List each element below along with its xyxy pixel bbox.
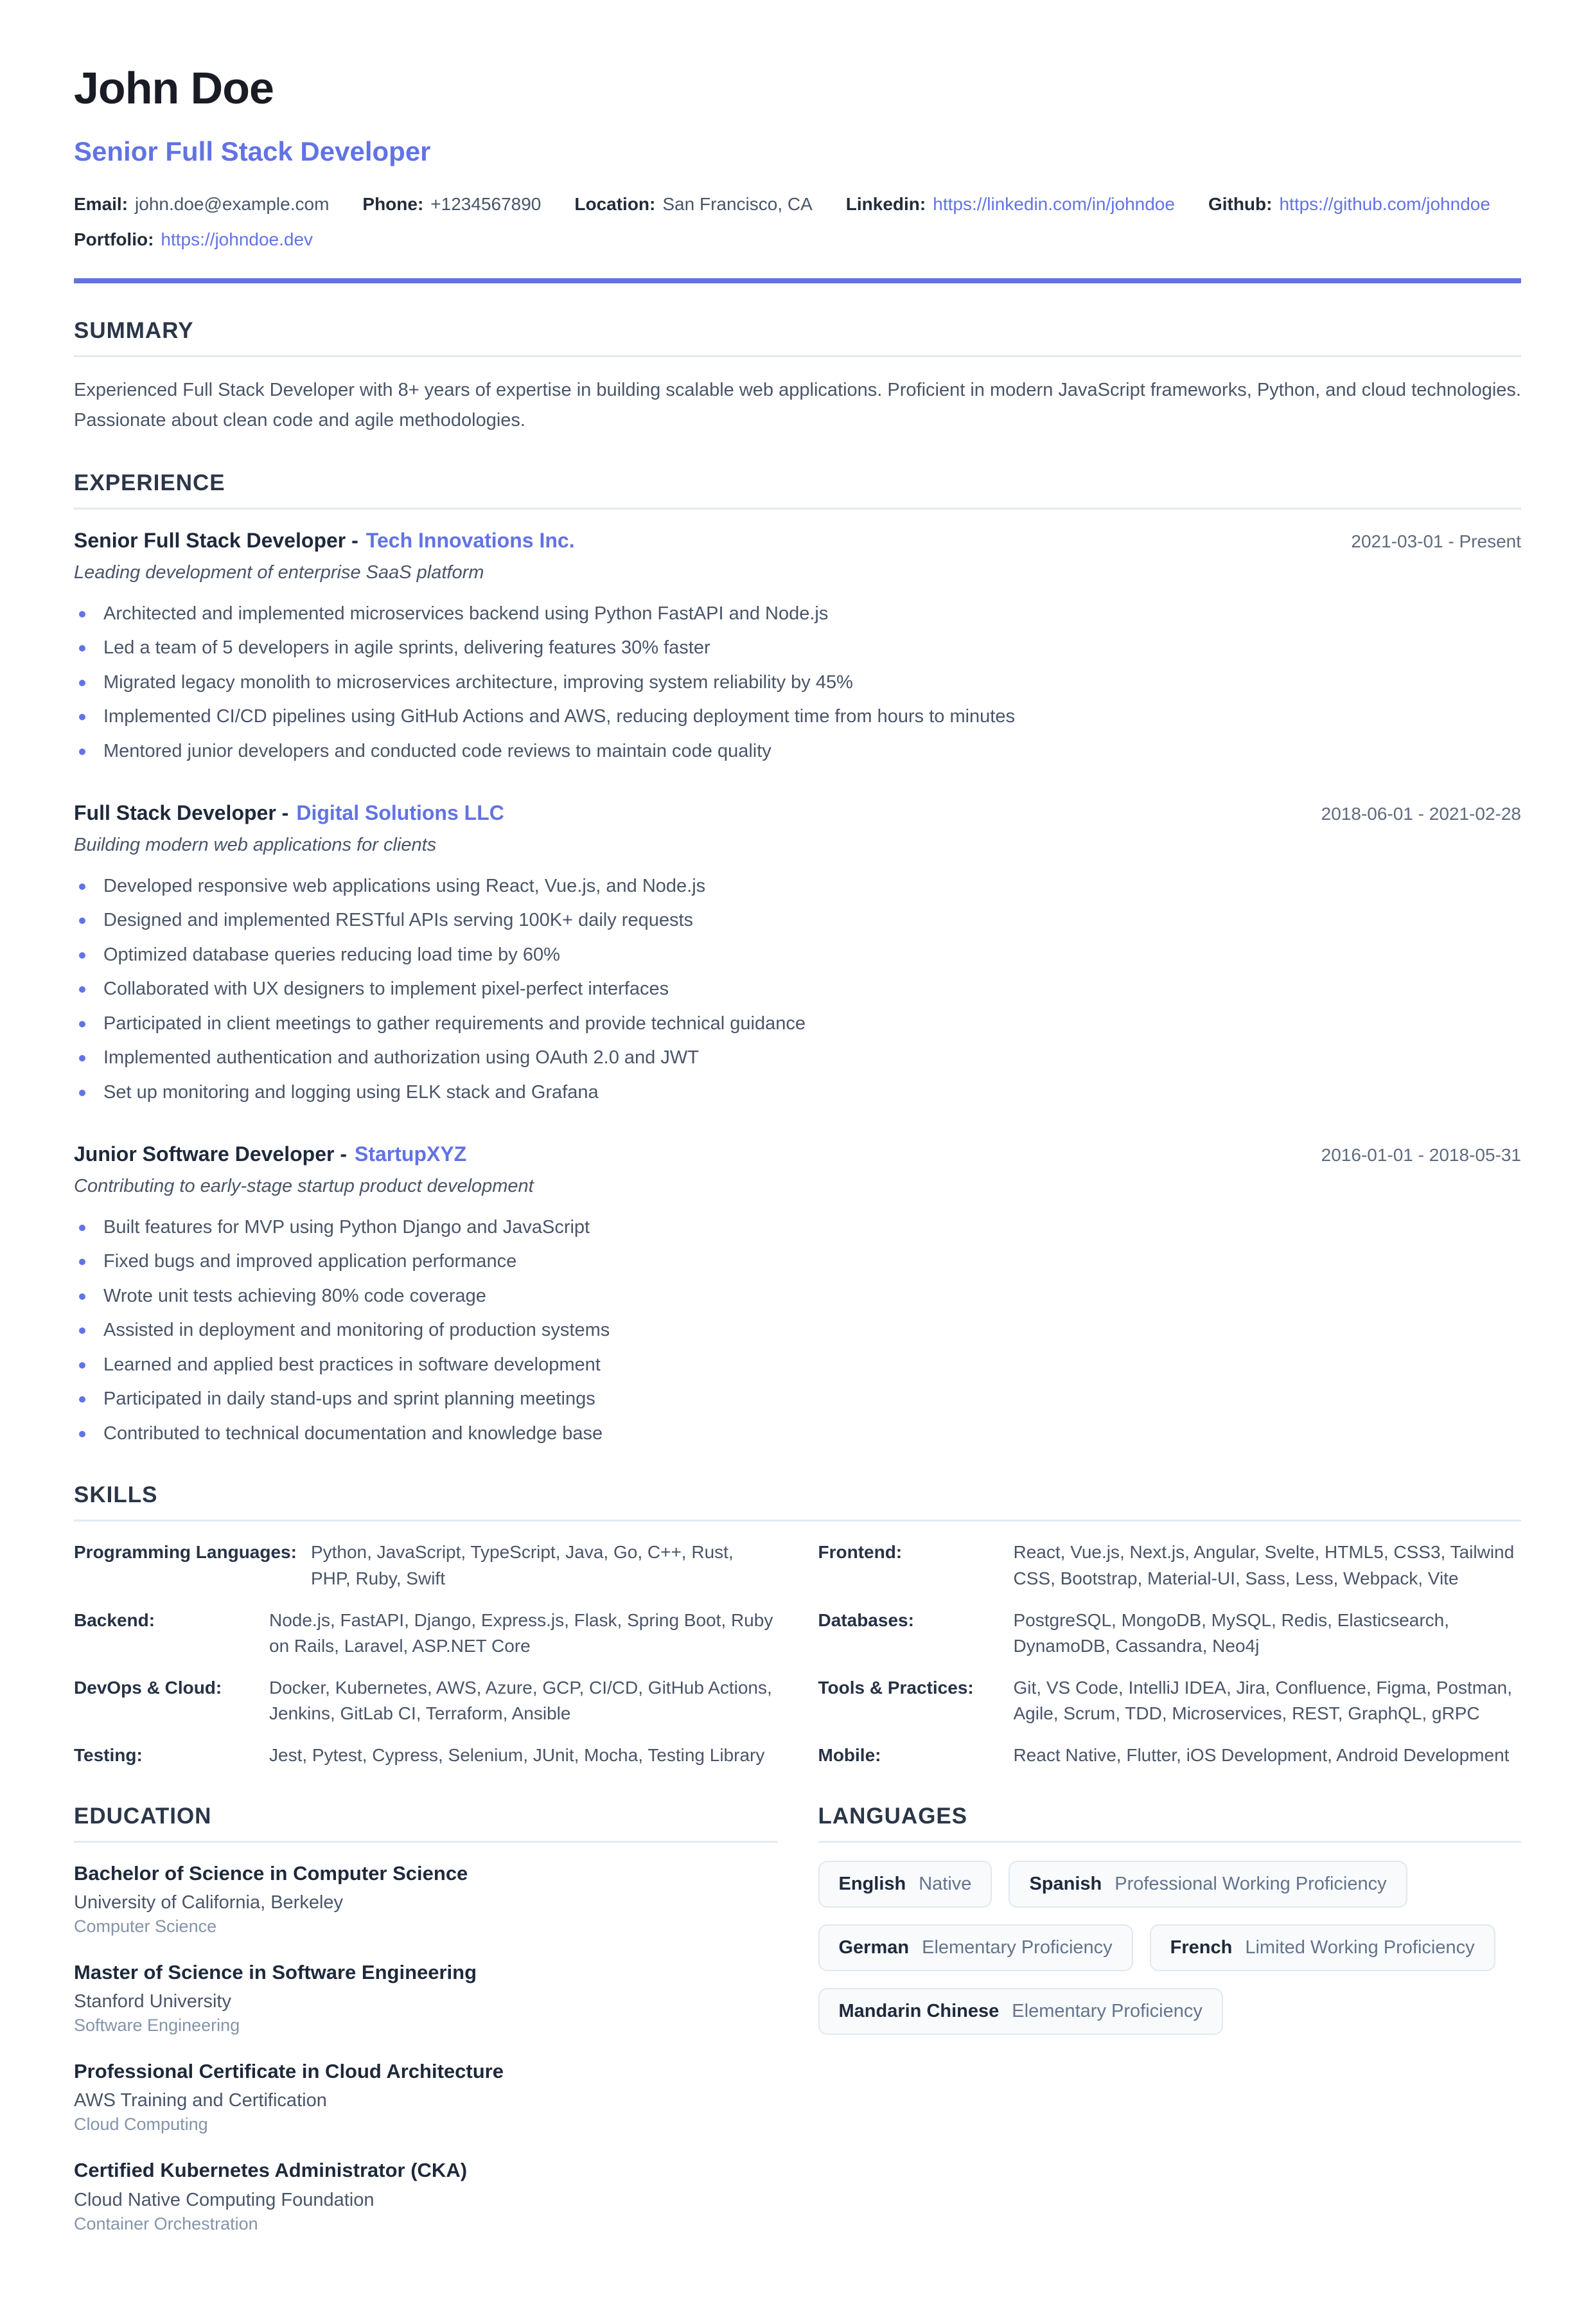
contact-item [846,193,1175,216]
contact-label: Location: [574,194,656,215]
bullet-dot-icon [79,680,85,686]
skill-category-label: Programming Languages: [74,1542,297,1563]
skill-row [818,1675,1522,1727]
job-title [74,800,504,827]
section-divider [74,355,1521,357]
degree-title: Bachelor of Science in Computer Science [74,1861,468,1885]
bullet-text: Participated in daily stand-ups and sprint planning meetings [103,1388,595,1410]
bullet-text: Mentored junior developers and conducted code reviews to maintain code quality [103,740,771,761]
bullet-text: Led a team of 5 developers in agile sprints, delivering features 30% faster [103,637,710,659]
bullet-dot-icon [79,611,85,617]
language-name: German [838,1937,910,1958]
job-role: Senior Full Stack Developer - [74,529,358,553]
language-name: French [1170,1937,1233,1958]
job-company: Tech Innovations Inc. [366,529,575,553]
section-divider [74,508,1521,510]
bullet-item [74,1420,1521,1448]
skill-row [74,1608,777,1660]
job-company: Digital Solutions LLC [296,801,504,825]
job-company: StartupXYZ [354,1142,467,1166]
bullet-text: Architected and implemented microservices backend using Python FastAPI and Node.js [103,603,829,624]
section-summary [74,318,1521,436]
bullet-item [74,600,1521,628]
skill-values: React, Vue.js, Next.js, Angular, Svelte, HTML5, CSS3, Tailwind CSS, Bootstrap, Material-UI, Sass, Less, Webpack, Vite [1013,1542,1515,1588]
job-title [74,528,575,554]
job-tagline: Building modern web applications for clients [74,834,437,855]
contact-value[interactable]: https://linkedin.com/in/johndoe [933,194,1175,215]
language-name: Spanish [1029,1873,1102,1894]
bullet-text: Wrote unit tests achieving 80% code coverage [103,1285,486,1306]
bullet-dot-icon [79,645,85,652]
contact-label: Email: [74,194,128,215]
education-entry [74,1960,777,2036]
bullet-text: Assisted in deployment and monitoring of production systems [103,1320,610,1341]
language-pill [1009,1861,1407,1908]
contact-item [1208,193,1490,216]
experience-heading: EXPERIENCE [74,470,225,496]
skill-row [74,1743,777,1769]
skill-values: Python, JavaScript, TypeScript, Java, Go, C++, Rust, PHP, Ruby, Swift [310,1542,734,1588]
bullet-item [74,669,1521,697]
skill-category-label: Databases: [818,1610,914,1630]
skill-row [818,1608,1522,1660]
header-accent-bar [74,278,1521,283]
bullet-text: Learned and applied best practices in software development [103,1354,601,1375]
job-bullets [74,600,1521,766]
skill-values: React Native, Flutter, iOS Development, Android Development [1013,1744,1510,1765]
bullet-text: Implemented authentication and authorization using OAuth 2.0 and JWT [103,1047,699,1069]
bullet-item [74,1317,1521,1345]
contact-value[interactable]: https://johndoe.dev [161,229,313,249]
bullet-dot-icon [79,1431,85,1437]
skill-values: Git, VS Code, IntelliJ IDEA, Jira, Confluence, Figma, Postman, Agile, Scrum, TDD, Microservices, REST, GraphQL, gRPC [1013,1677,1513,1724]
bullet-dot-icon [79,1362,85,1369]
bullet-item [74,975,1521,1004]
bullet-dot-icon [79,1090,85,1096]
bullet-text: Contributed to technical documentation and knowledge base [103,1423,603,1444]
skill-values: Node.js, FastAPI, Django, Express.js, Flask, Spring Boot, Ruby on Rails, Laravel, ASP.NET Core [269,1610,773,1656]
language-level: Elementary Proficiency [922,1937,1113,1958]
contact-value: john.doe@example.com [135,194,330,215]
skill-category-label: Backend: [74,1610,155,1630]
bullet-dot-icon [79,714,85,720]
language-level: Elementary Proficiency [1012,2000,1203,2021]
language-name: English [838,1873,906,1894]
institution: Stanford University [74,1991,231,2012]
bullet-item [74,634,1521,662]
contact-label: Phone: [362,194,424,215]
bullet-item [74,1214,1521,1242]
bullet-dot-icon [79,1259,85,1265]
degree-title: Certified Kubernetes Administrator (CKA) [74,2159,468,2182]
job-item [74,800,1521,1106]
skills-grid [74,1539,1521,1768]
bullet-dot-icon [79,883,85,890]
bullet-text: Migrated legacy monolith to microservices architecture, improving system reliability by 45% [103,671,853,693]
section-education [74,1804,777,2234]
contact-label: Github: [1208,194,1273,215]
bullet-dot-icon [79,1327,85,1334]
skill-category-label: Testing: [74,1744,143,1765]
section-skills [74,1482,1521,1768]
skills-heading: SKILLS [74,1482,158,1508]
skill-row [74,1675,777,1727]
field-of-study: Software Engineering [74,2016,240,2036]
job-bullets [74,873,1521,1107]
bullet-text: Participated in client meetings to gather requirements and provide technical guidance [103,1013,806,1034]
bullet-dot-icon [79,1055,85,1061]
bullet-dot-icon [79,986,85,993]
bullet-item [74,1044,1521,1072]
bullet-item [74,703,1521,731]
job-item [74,1141,1521,1448]
job-head [74,1141,1521,1168]
bullet-dot-icon [79,1396,85,1403]
education-entry [74,2158,777,2233]
job-tagline: Leading development of enterprise SaaS platform [74,562,484,583]
skill-values: Docker, Kubernetes, AWS, Azure, GCP, CI/CD, GitHub Actions, Jenkins, GitLab CI, Terraform, Ansible [269,1677,772,1724]
job-bullets [74,1214,1521,1448]
institution: AWS Training and Certification [74,2090,327,2111]
skill-category-label: Tools & Practices: [818,1677,974,1698]
section-divider [818,1841,1522,1843]
bullet-text: Set up monitoring and logging using ELK stack and Grafana [103,1081,599,1103]
experience-list [74,528,1521,1448]
bullet-dot-icon [79,1293,85,1300]
bullet-item [74,1248,1521,1276]
contact-value: San Francisco, CA [662,194,813,215]
bullet-text: Implemented CI/CD pipelines using GitHub Actions and AWS, reducing deployment time from hours to minutes [103,706,1015,727]
field-of-study: Computer Science [74,1916,217,1936]
bullet-text: Optimized database queries reducing load time by 60% [103,944,560,965]
job-title [74,1141,466,1168]
education-entry [74,1861,777,1937]
degree-title: Master of Science in Software Engineering [74,1960,477,1983]
contact-item [362,193,541,216]
section-languages [818,1804,1522,2035]
education-languages-row [74,1804,1521,2234]
skill-row [74,1539,777,1592]
job-period: 2018-06-01 - 2021-02-28 [1321,804,1521,824]
bullet-item [74,1351,1521,1379]
section-divider [74,1520,1521,1521]
resume-header [74,63,1521,283]
bullet-item [74,941,1521,970]
language-pill [818,1861,992,1908]
bullet-dot-icon [79,1225,85,1231]
contact-list [74,193,1521,251]
bullet-text: Built features for MVP using Python Django and JavaScript [103,1216,590,1237]
bullet-item [74,1385,1521,1414]
language-pill [818,1924,1133,1971]
education-list [74,1861,777,2234]
section-divider [74,1841,777,1843]
skill-row [818,1539,1522,1592]
language-name: Mandarin Chinese [838,2000,1000,2021]
skill-values: Jest, Pytest, Cypress, Selenium, JUnit, Mocha, Testing Library [269,1744,765,1765]
language-level: Professional Working Proficiency [1115,1873,1387,1894]
language-pill [1150,1924,1495,1971]
degree-title: Professional Certificate in Cloud Architecture [74,2060,504,2083]
institution: University of California, Berkeley [74,1892,344,1913]
institution: Cloud Native Computing Foundation [74,2189,375,2210]
bullet-text: Designed and implemented RESTful APIs serving 100K+ daily requests [103,910,694,931]
summary-heading: SUMMARY [74,318,194,344]
contact-item [74,228,313,251]
person-title: Senior Full Stack Developer [74,136,431,167]
education-entry [74,2059,777,2134]
field-of-study: Cloud Computing [74,2115,208,2134]
bullet-item [74,738,1521,766]
contact-value: +1234567890 [430,194,542,215]
person-name: John Doe [74,63,274,113]
bullet-item [74,873,1521,901]
job-role: Junior Software Developer - [74,1142,347,1166]
bullet-dot-icon [79,749,85,755]
education-heading: EDUCATION [74,1803,212,1829]
job-head [74,800,1521,827]
bullet-item [74,1282,1521,1311]
job-period: 2021-03-01 - Present [1351,531,1521,552]
summary-text: Experienced Full Stack Developer with 8+ years of expertise in building scalable web applications. Proficient in modern JavaScript frameworks, Python, and cloud technologies. Passionate about clean code and agile methodologies. [74,380,1521,431]
bullet-dot-icon [79,918,85,924]
bullet-item [74,1010,1521,1038]
bullet-item [74,1079,1521,1107]
job-role: Full Stack Developer - [74,801,289,825]
job-item [74,528,1521,765]
bullet-text: Fixed bugs and improved application performance [103,1251,517,1272]
contact-item [574,193,812,216]
job-tagline: Contributing to early-stage startup product development [74,1175,534,1196]
contact-item [74,193,329,216]
languages-list [818,1861,1522,2035]
language-pill [818,1988,1223,2035]
bullet-dot-icon [79,952,85,959]
language-level: Native [919,1873,972,1894]
bullet-item [74,907,1521,935]
skill-category-label: DevOps & Cloud: [74,1677,222,1698]
job-period: 2016-01-01 - 2018-05-31 [1321,1145,1521,1166]
job-head [74,528,1521,554]
bullet-dot-icon [79,1021,85,1027]
bullet-text: Developed responsive web applications using React, Vue.js, and Node.js [103,875,706,896]
skill-category-label: Frontend: [818,1542,903,1563]
contact-label: Linkedin: [845,194,926,215]
skill-values: PostgreSQL, MongoDB, MySQL, Redis, Elasticsearch, DynamoDB, Cassandra, Neo4j [1013,1610,1449,1656]
section-experience [74,470,1521,1448]
skill-category-label: Mobile: [818,1744,881,1765]
bullet-text: Collaborated with UX designers to implement pixel-perfect interfaces [103,979,669,1000]
language-level: Limited Working Proficiency [1245,1937,1475,1958]
languages-heading: LANGUAGES [818,1803,968,1829]
field-of-study: Container Orchestration [74,2213,258,2233]
contact-value[interactable]: https://github.com/johndoe [1279,194,1490,215]
contact-label: Portfolio: [74,229,154,249]
skill-row [818,1743,1522,1769]
